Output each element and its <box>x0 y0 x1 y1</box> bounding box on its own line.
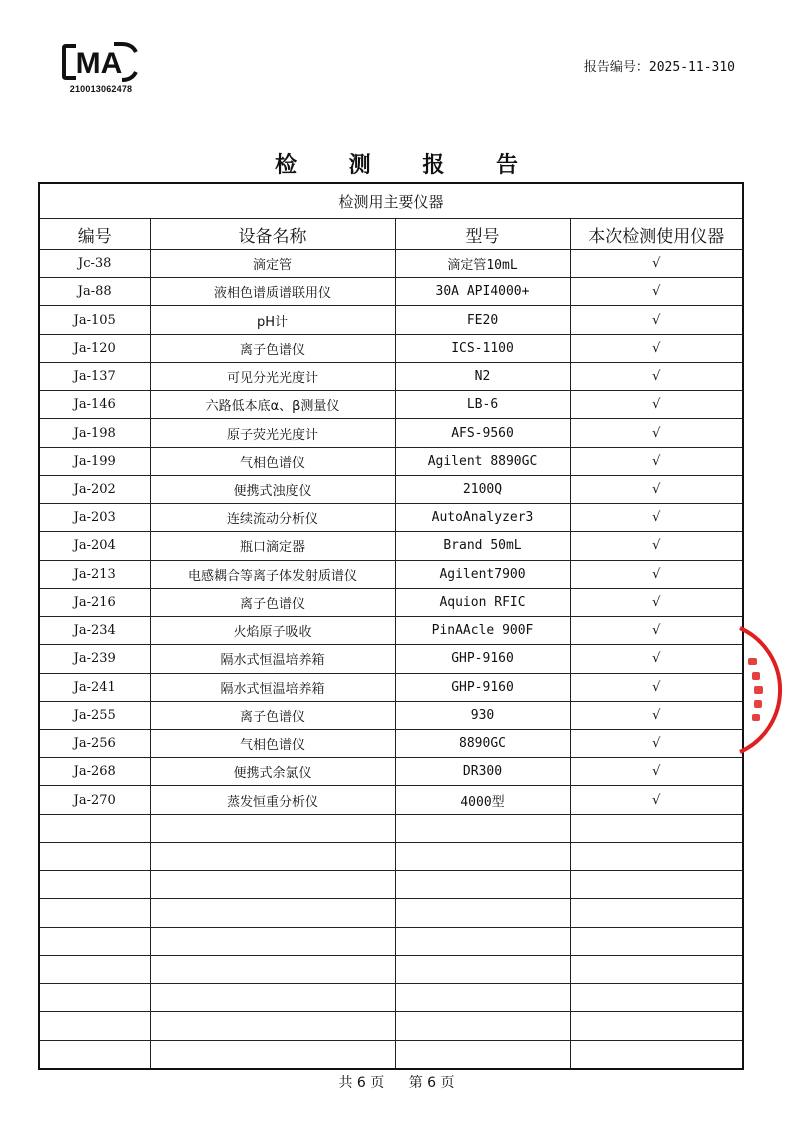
cell-id: Jc-38 <box>39 250 150 278</box>
cell-used: √ <box>570 673 743 701</box>
table-row <box>39 842 743 870</box>
cell-model: PinAAcle 900F <box>395 617 570 645</box>
table-row <box>39 871 743 899</box>
cell-used: √ <box>570 617 743 645</box>
cell-id: Ja-105 <box>39 306 150 334</box>
cell-name <box>150 814 395 842</box>
cell-name: 离子色谱仪 <box>150 701 395 729</box>
cell-id: Ja-198 <box>39 419 150 447</box>
cell-id: Ja-216 <box>39 588 150 616</box>
cell-id: Ja-199 <box>39 447 150 475</box>
table-row <box>39 984 743 1012</box>
cell-name <box>150 1012 395 1040</box>
column-header-model: 型号 <box>395 219 570 250</box>
cell-used <box>570 927 743 955</box>
cell-used <box>570 842 743 870</box>
table-row <box>39 786 743 814</box>
cell-model <box>395 814 570 842</box>
cell-model: 8890GC <box>395 729 570 757</box>
cell-model: 滴定管10mL <box>395 250 570 278</box>
cell-name: 便携式余氯仪 <box>150 758 395 786</box>
cell-name: 气相色谱仪 <box>150 447 395 475</box>
cell-name: 瓶口滴定器 <box>150 532 395 560</box>
cell-model: Agilent 8890GC <box>395 447 570 475</box>
cell-model: 4000型 <box>395 786 570 814</box>
cma-logo <box>60 40 142 100</box>
cell-used <box>570 984 743 1012</box>
cma-number: 210013062478 <box>69 84 133 94</box>
cell-used <box>570 955 743 983</box>
table-row <box>39 419 743 447</box>
cell-model <box>395 927 570 955</box>
table-row <box>39 334 743 362</box>
cell-name: 液相色谱质谱联用仪 <box>150 278 395 306</box>
cell-model: N2 <box>395 362 570 390</box>
cell-model: AutoAnalyzer3 <box>395 504 570 532</box>
cell-id: Ja-256 <box>39 729 150 757</box>
report-number <box>584 56 735 75</box>
cell-used: √ <box>570 447 743 475</box>
cell-id: Ja-120 <box>39 334 150 362</box>
cell-used: √ <box>570 250 743 278</box>
table-row <box>39 1012 743 1040</box>
cell-used: √ <box>570 560 743 588</box>
cell-name: 火焰原子吸收 <box>150 617 395 645</box>
cell-model: AFS-9560 <box>395 419 570 447</box>
table-row <box>39 447 743 475</box>
cell-id <box>39 814 150 842</box>
cell-used <box>570 1040 743 1069</box>
cell-name <box>150 842 395 870</box>
cell-used: √ <box>570 588 743 616</box>
cell-id: Ja-204 <box>39 532 150 560</box>
cell-model: GHP-9160 <box>395 645 570 673</box>
table-caption: 检测用主要仪器 <box>39 183 743 219</box>
cell-model: LB-6 <box>395 391 570 419</box>
cell-name <box>150 984 395 1012</box>
cell-name: 蒸发恒重分析仪 <box>150 786 395 814</box>
cell-name: 离子色谱仪 <box>150 588 395 616</box>
cell-used <box>570 814 743 842</box>
cell-model <box>395 1040 570 1069</box>
cell-used: √ <box>570 306 743 334</box>
table-row <box>39 673 743 701</box>
cell-used: √ <box>570 504 743 532</box>
cell-name: 隔水式恒温培养箱 <box>150 645 395 673</box>
table-row <box>39 617 743 645</box>
cell-id: Ja-213 <box>39 560 150 588</box>
cell-name: 原子荧光光度计 <box>150 419 395 447</box>
cell-model <box>395 955 570 983</box>
report-number-value: 2025-11-310 <box>648 60 735 75</box>
cell-id: Ja-241 <box>39 673 150 701</box>
table-row <box>39 645 743 673</box>
cell-used <box>570 899 743 927</box>
cell-id: Ja-239 <box>39 645 150 673</box>
cell-used: √ <box>570 645 743 673</box>
table-row <box>39 306 743 334</box>
cell-id <box>39 899 150 927</box>
cell-model: DR300 <box>395 758 570 786</box>
cell-model <box>395 1012 570 1040</box>
page-footer <box>0 1072 793 1092</box>
cell-used: √ <box>570 362 743 390</box>
cma-mark-text: MA <box>75 47 123 80</box>
table-row <box>39 250 743 278</box>
cell-name: 连续流动分析仪 <box>150 504 395 532</box>
page-title: 检 测 报 告 <box>275 152 540 178</box>
cell-name <box>150 955 395 983</box>
table-row <box>39 391 743 419</box>
cell-used <box>570 871 743 899</box>
table-row <box>39 475 743 503</box>
cell-used: √ <box>570 419 743 447</box>
cell-name <box>150 927 395 955</box>
table-row <box>39 955 743 983</box>
cell-id: Ja-203 <box>39 504 150 532</box>
cell-model: GHP-9160 <box>395 673 570 701</box>
cell-id <box>39 984 150 1012</box>
cell-used: √ <box>570 334 743 362</box>
cell-model: ICS-1100 <box>395 334 570 362</box>
cell-name <box>150 1040 395 1069</box>
cell-name: 离子色谱仪 <box>150 334 395 362</box>
table-row <box>39 362 743 390</box>
table-row <box>39 560 743 588</box>
cell-used: √ <box>570 475 743 503</box>
cell-id: Ja-88 <box>39 278 150 306</box>
table-row <box>39 588 743 616</box>
table-body <box>39 250 743 1070</box>
column-header-id: 编号 <box>39 219 150 250</box>
cell-used: √ <box>570 532 743 560</box>
table-row <box>39 814 743 842</box>
cell-id: Ja-146 <box>39 391 150 419</box>
cell-id: Ja-202 <box>39 475 150 503</box>
cell-id <box>39 1040 150 1069</box>
table-row <box>39 729 743 757</box>
table-row <box>39 899 743 927</box>
table-row <box>39 701 743 729</box>
cma-mark-icon <box>62 40 140 84</box>
cell-id: Ja-270 <box>39 786 150 814</box>
cell-name: 滴定管 <box>150 250 395 278</box>
table-row <box>39 927 743 955</box>
cell-name: 便携式浊度仪 <box>150 475 395 503</box>
cell-name: 气相色谱仪 <box>150 729 395 757</box>
cell-model: Agilent7900 <box>395 560 570 588</box>
red-seal-icon <box>728 620 793 760</box>
cell-used <box>570 1012 743 1040</box>
cell-model: Brand 50mL <box>395 532 570 560</box>
table-row <box>39 504 743 532</box>
cell-id <box>39 1012 150 1040</box>
table-row <box>39 532 743 560</box>
cell-id <box>39 955 150 983</box>
report-number-label: 报告编号： <box>583 60 649 75</box>
cell-model: Aquion RFIC <box>395 588 570 616</box>
cell-id: Ja-137 <box>39 362 150 390</box>
cell-name: 电感耦合等离子体发射质谱仪 <box>150 560 395 588</box>
cell-used: √ <box>570 391 743 419</box>
instrument-table-wrap <box>38 182 742 1070</box>
table-row <box>39 1040 743 1069</box>
table-row <box>39 758 743 786</box>
page-current: 第 6 页 <box>408 1075 455 1091</box>
cell-id <box>39 871 150 899</box>
column-header-name: 设备名称 <box>150 219 395 250</box>
cell-used: √ <box>570 786 743 814</box>
cell-name: 隔水式恒温培养箱 <box>150 673 395 701</box>
cell-model: 2100Q <box>395 475 570 503</box>
cell-model <box>395 984 570 1012</box>
instrument-table <box>38 182 744 1070</box>
page-total: 共 6 页 <box>338 1075 385 1091</box>
cell-id: Ja-255 <box>39 701 150 729</box>
cell-id: Ja-234 <box>39 617 150 645</box>
cell-name <box>150 899 395 927</box>
cell-used: √ <box>570 758 743 786</box>
cell-model: 30A API4000+ <box>395 278 570 306</box>
cell-id: Ja-268 <box>39 758 150 786</box>
cell-id <box>39 927 150 955</box>
cell-model <box>395 842 570 870</box>
cell-name: 可见分光光度计 <box>150 362 395 390</box>
cell-used: √ <box>570 278 743 306</box>
cell-model <box>395 899 570 927</box>
cell-used: √ <box>570 729 743 757</box>
cell-name <box>150 871 395 899</box>
cell-model <box>395 871 570 899</box>
cell-used: √ <box>570 701 743 729</box>
cell-name: pH计 <box>150 306 395 334</box>
cell-model: FE20 <box>395 306 570 334</box>
cell-id <box>39 842 150 870</box>
column-header-used: 本次检测使用仪器 <box>570 219 743 250</box>
table-row <box>39 278 743 306</box>
cell-name: 六路低本底α、β测量仪 <box>150 391 395 419</box>
cell-model: 930 <box>395 701 570 729</box>
